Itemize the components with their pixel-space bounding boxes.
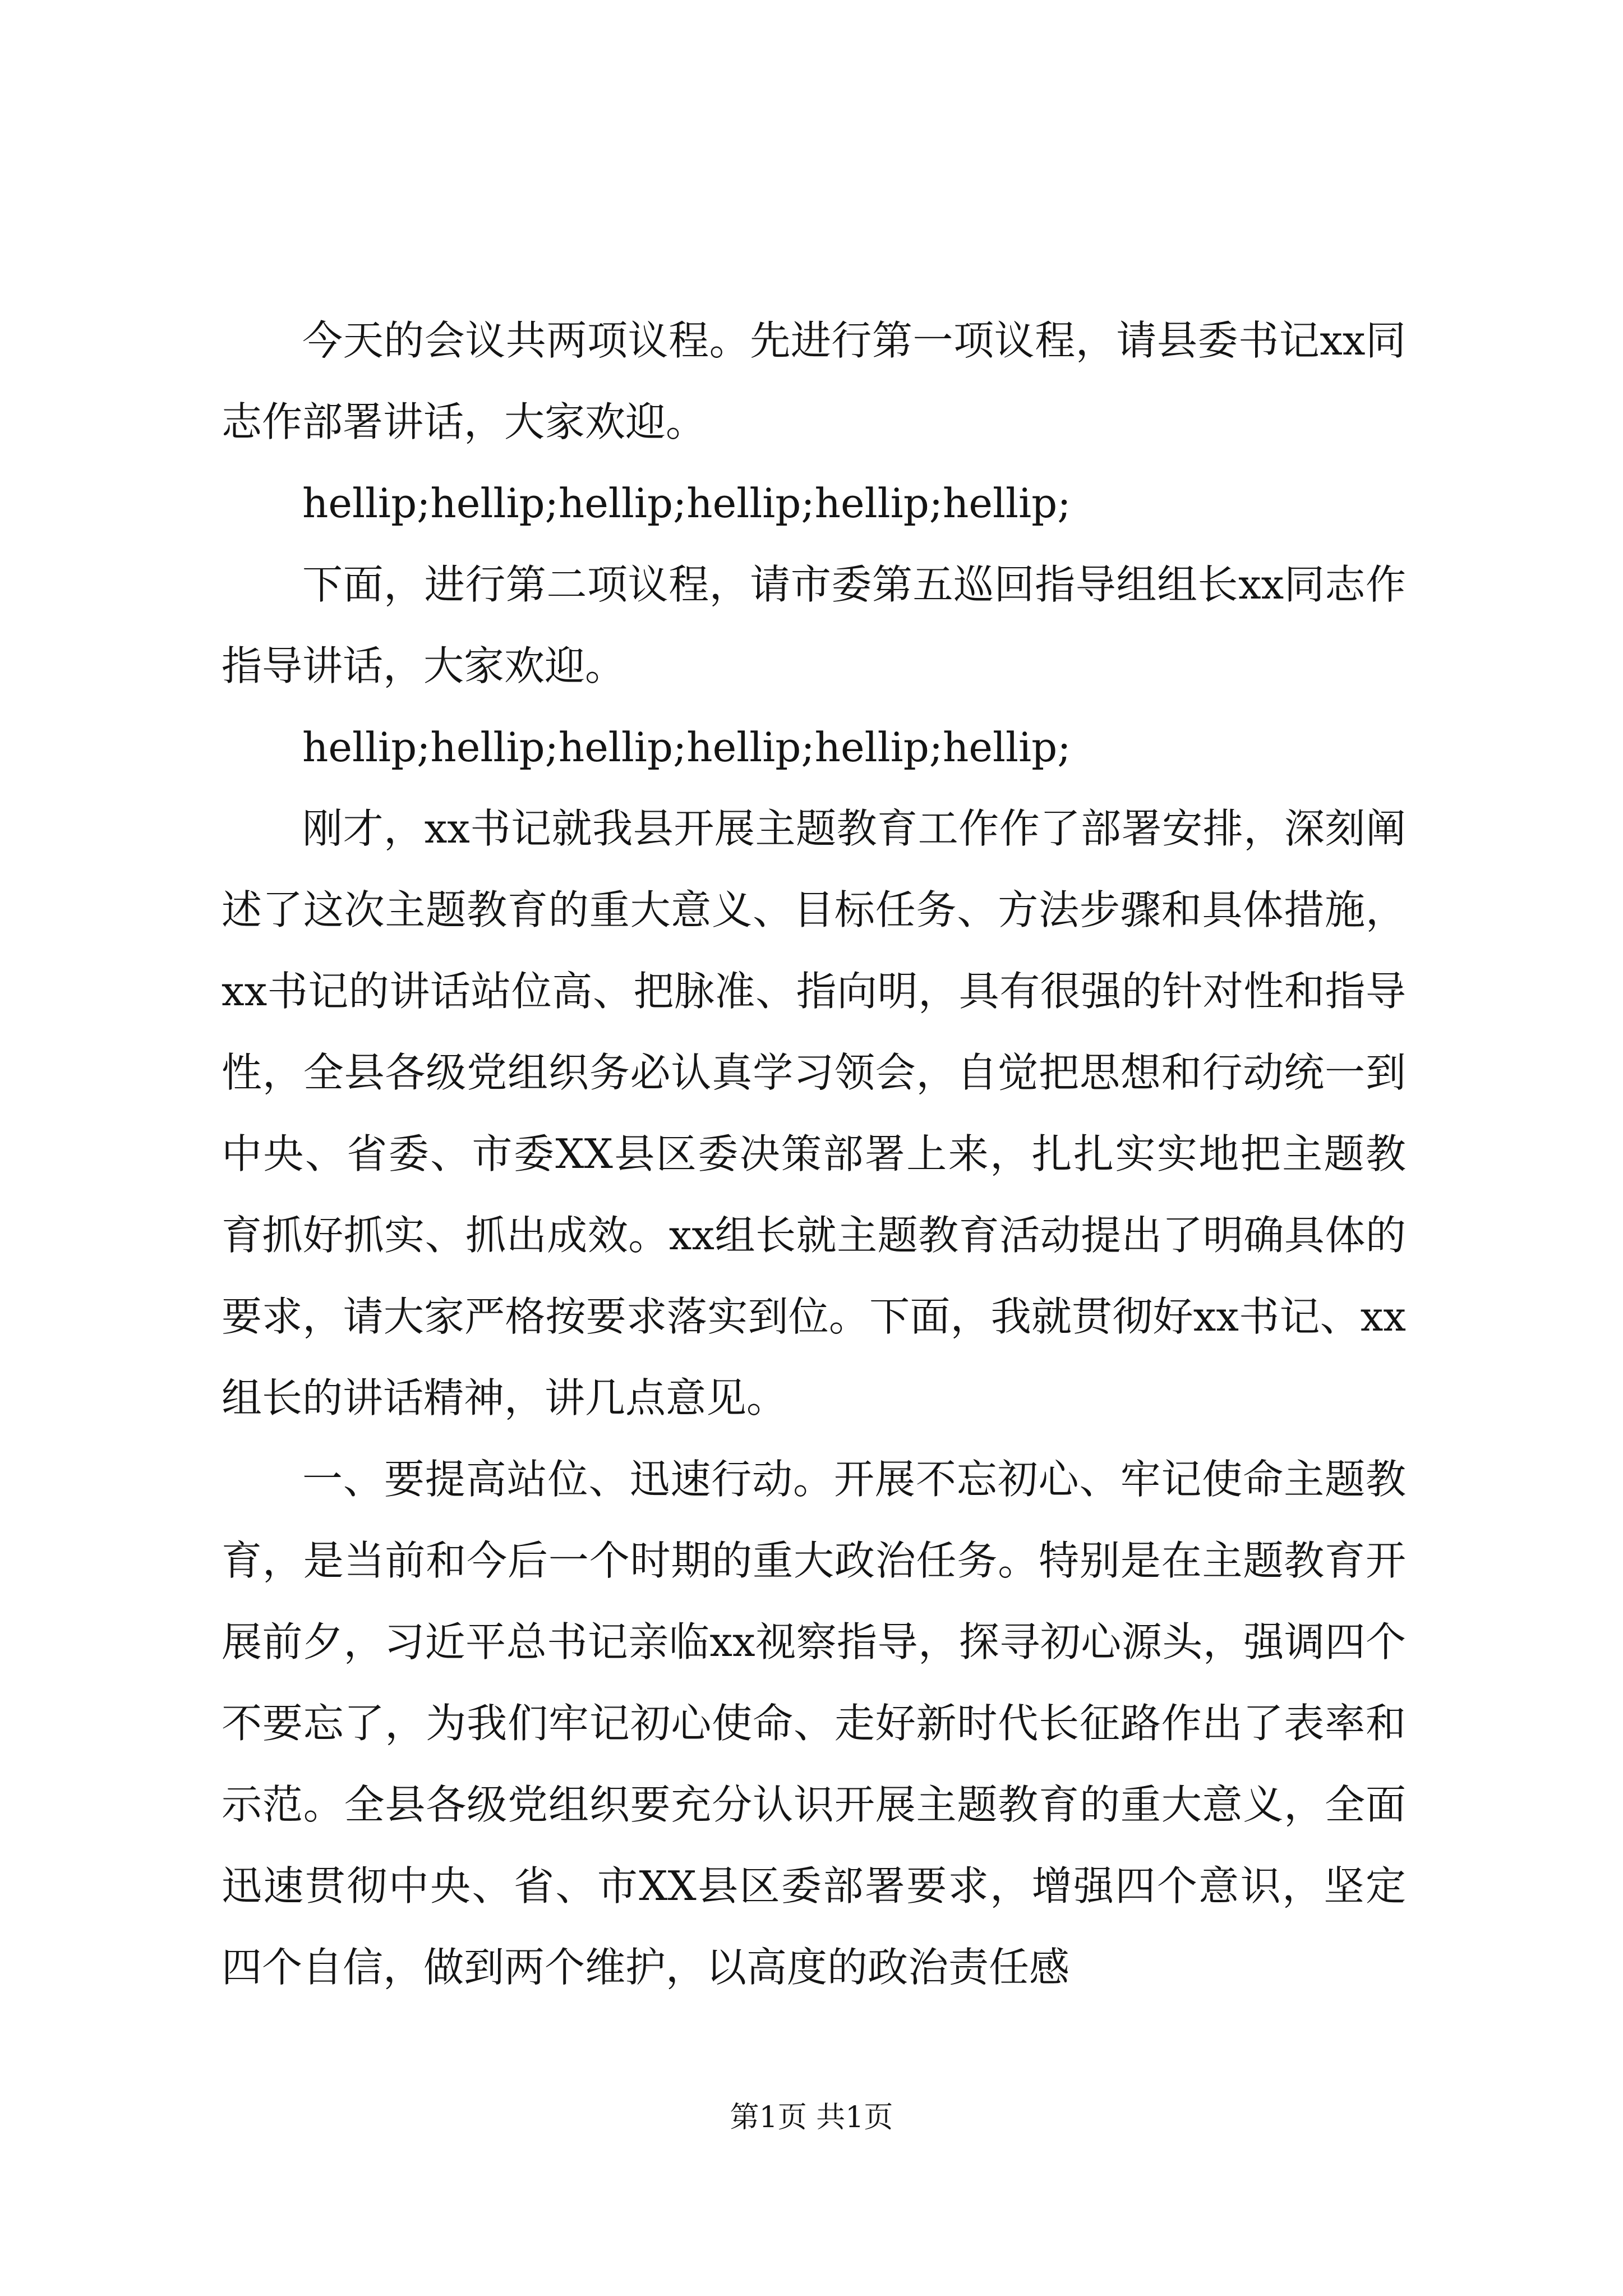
page-footer: 第1页 共1页	[730, 2101, 893, 2134]
paragraph-ellipsis-1: hellip;hellip;hellip;hellip;hellip;hellip;	[302, 480, 1071, 527]
paragraph-summary: 刚才，xx书记就我县开展主题教育工作作了部署安排，深刻阐述了这次主题教育的重大意义、目标任务、方法步骤和具体措施，xx书记的讲话站位高、把脉准、指向明，具有很强的针对性和指导性，全县各级党组织务必认真学习领会，自觉把思想和行动统一到中央、省委、市委XX县区委决策部署上来，扎扎实实地把主题教育抓好抓实、抓出成效。xx组长就主题教育活动提出了明确具体的要求，请大家严格按要求落实到位。下面，我就贯彻好xx书记、xx组长的讲话精神，讲几点意见。	[222, 805, 1406, 1421]
paragraph-point-one: 一、要提高站位、迅速行动。开展不忘初心、牢记使命主题教育，是当前和今后一个时期的重大政治任务。特别是在主题教育开展前夕，习近平总书记亲临xx视察指导，探寻初心源头，强调四个不要忘了，为我们牢记初心使命、走好新时代长征路作出了表率和示范。全县各级党组织要充分认识开展主题教育的重大意义，全面迅速贯彻中央、省、市XX县区委部署要求，增强四个意识，坚定四个自信，做到两个维护，以高度的政治责任感	[222, 1456, 1406, 1991]
paragraph-second-agenda: 下面，进行第二项议程，请市委第五巡回指导组组长xx同志作指导讲话，大家欢迎。	[222, 561, 1406, 689]
document-body	[222, 300, 1406, 2008]
paragraph-agenda-intro: 今天的会议共两项议程。先进行第一项议程，请县委书记xx同志作部署讲话，大家欢迎。	[222, 317, 1406, 445]
paragraph-ellipsis-2: hellip;hellip;hellip;hellip;hellip;hellip;	[302, 724, 1071, 771]
